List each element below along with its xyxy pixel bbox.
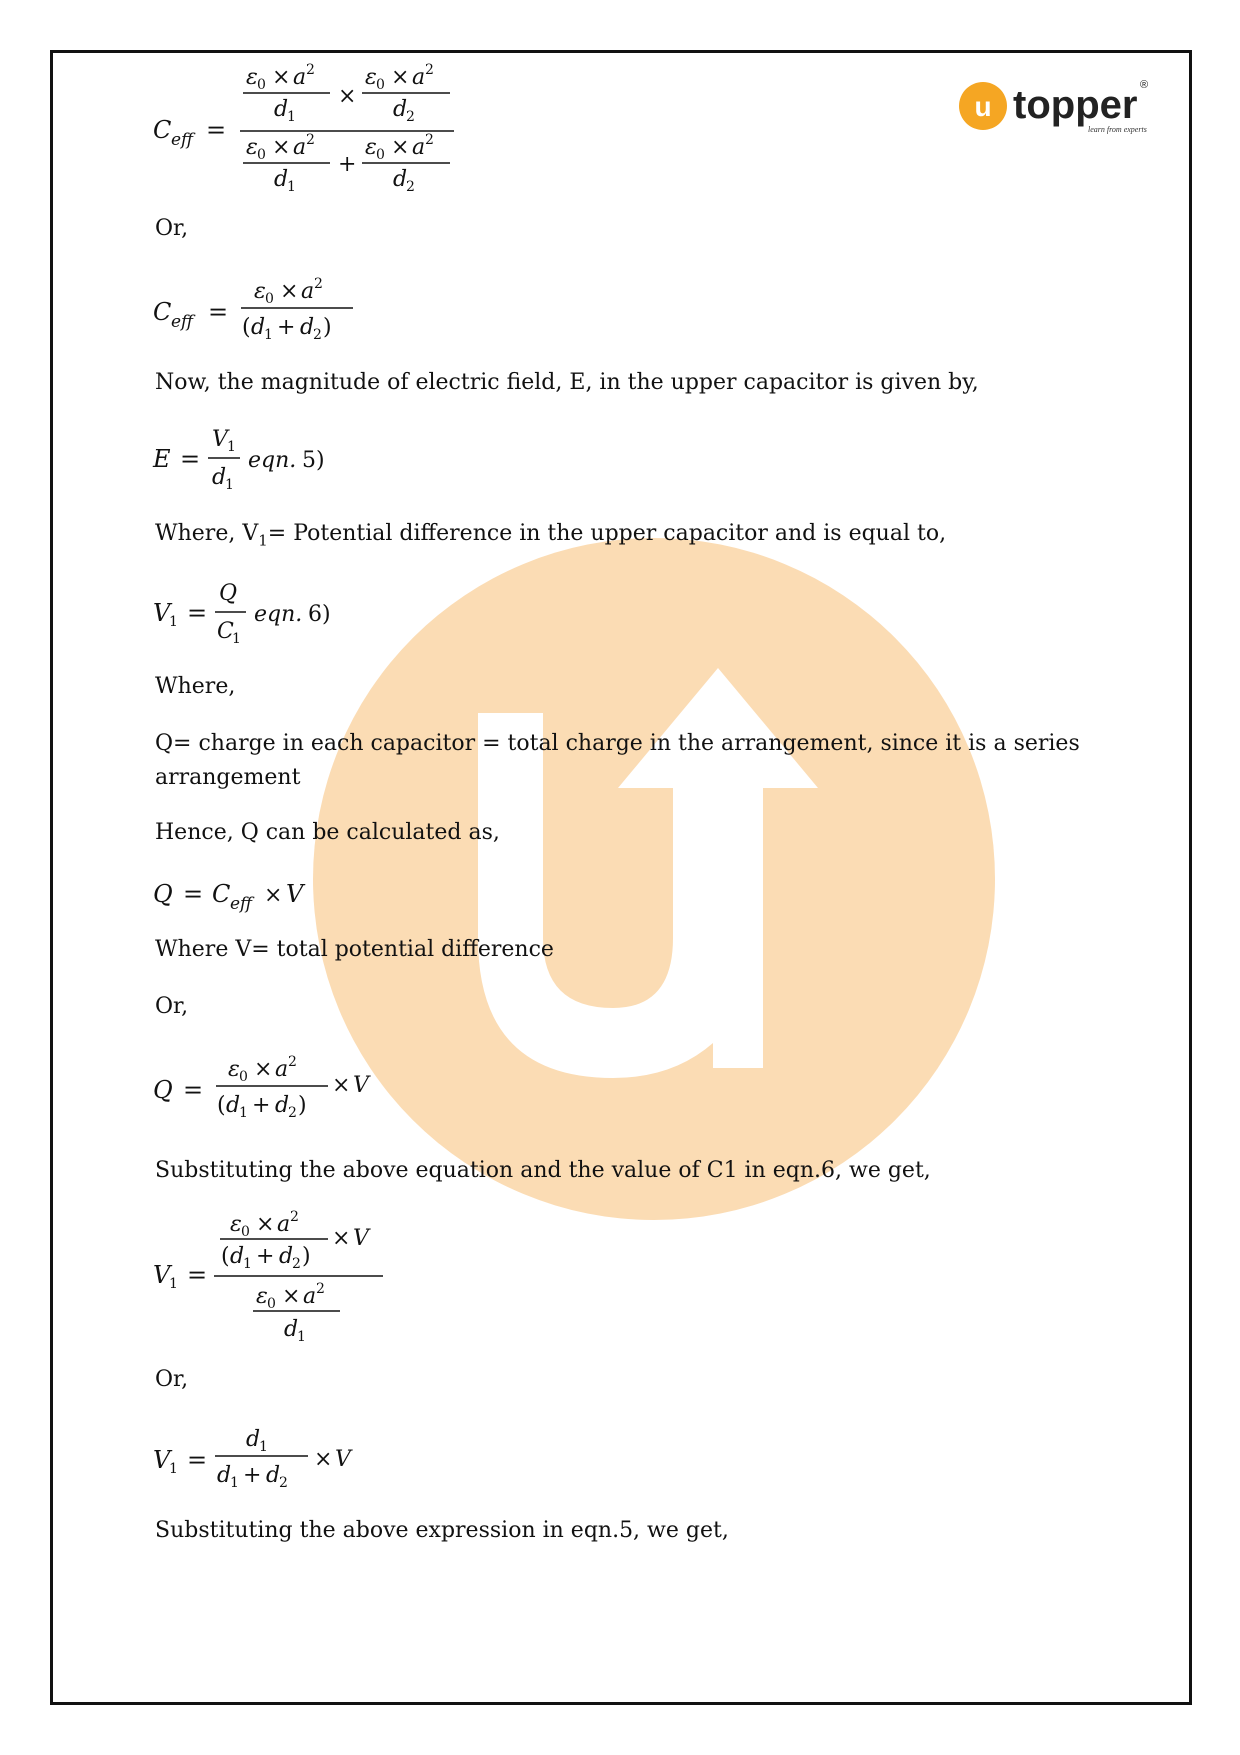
text-v1-definition: Where, $V_1=$ Potential difference in the upper capacitor and is equal to, <box>155 521 947 550</box>
svg-text:eff: eff <box>171 312 194 332</box>
svg-text:eqn.: eqn. <box>248 448 297 473</box>
svg-text:a: a <box>412 135 426 160</box>
equation-q-full <box>150 1048 410 1132</box>
svg-text:2: 2 <box>292 1256 301 1272</box>
svg-text:2: 2 <box>306 62 315 78</box>
svg-text:Q: Q <box>153 880 173 908</box>
svg-text:×: × <box>391 65 410 90</box>
svg-text:1: 1 <box>169 1461 178 1477</box>
equation-ceff-full <box>150 58 470 197</box>
svg-text:+: + <box>277 315 296 340</box>
svg-text:1: 1 <box>232 631 241 647</box>
svg-text:×: × <box>314 1447 333 1472</box>
text-hence: Hence, Q can be calculated as, <box>155 820 500 845</box>
svg-text:×: × <box>391 135 410 160</box>
svg-text:ε: ε <box>246 65 258 90</box>
svg-text:=: = <box>187 599 208 627</box>
text-q-definition: Q= charge in each capacitor = total charge in the arrangement, since it is a series arrangement <box>155 731 1080 790</box>
svg-text:1: 1 <box>264 327 273 343</box>
text-field-intro: Now, the magnitude of electric field, E, in the upper capacitor is given by, <box>155 370 979 395</box>
svg-text:C: C <box>212 880 231 908</box>
svg-text:®: ® <box>1140 79 1149 91</box>
svg-text:ε: ε <box>230 1212 242 1237</box>
equation-ceff-simple <box>150 270 380 354</box>
svg-text:ε: ε <box>246 135 258 160</box>
svg-text:1: 1 <box>227 439 236 455</box>
svg-text:d: d <box>274 97 289 122</box>
svg-text:d: d <box>226 1093 241 1118</box>
equation-e-field <box>150 420 370 504</box>
equation-v1-compound <box>150 1205 410 1359</box>
svg-text:ε: ε <box>228 1057 240 1082</box>
svg-text:d: d <box>212 465 227 490</box>
svg-text:V: V <box>153 599 171 627</box>
svg-text:1: 1 <box>287 179 296 195</box>
text-substitution-2: Substituting the above expression in eqn.5, we get, <box>155 1518 729 1543</box>
svg-text:1: 1 <box>239 1105 248 1121</box>
svg-text:eqn.: eqn. <box>254 602 303 627</box>
svg-text:V: V <box>286 880 304 908</box>
svg-text:+: + <box>252 1093 271 1118</box>
svg-text:u: u <box>974 91 992 122</box>
svg-text:eff: eff <box>171 130 194 150</box>
equation-q-simple <box>150 870 350 924</box>
svg-text:V: V <box>353 1073 369 1098</box>
svg-text:learn from experts: learn from experts <box>1088 125 1147 134</box>
svg-text:topper: topper <box>1013 83 1138 127</box>
svg-text:2: 2 <box>314 276 323 292</box>
svg-text:C: C <box>217 619 234 644</box>
svg-text:C: C <box>153 298 172 326</box>
svg-text:a: a <box>275 1057 289 1082</box>
svg-text:2: 2 <box>425 132 434 148</box>
svg-text:1: 1 <box>230 1475 239 1491</box>
svg-text:V: V <box>212 427 228 452</box>
svg-text:E: E <box>153 445 171 473</box>
svg-text:1: 1 <box>169 1276 178 1292</box>
svg-text:2: 2 <box>288 1054 297 1070</box>
svg-text:d: d <box>266 1463 281 1488</box>
svg-text:×: × <box>332 1073 351 1098</box>
svg-text:d: d <box>274 167 289 192</box>
svg-text:d: d <box>275 1093 290 1118</box>
equation-v1 <box>150 574 370 658</box>
svg-text:=: = <box>183 1076 204 1104</box>
svg-text:1: 1 <box>259 1439 268 1455</box>
svg-text:6): 6) <box>308 602 331 627</box>
svg-text:2: 2 <box>406 179 415 195</box>
svg-text:a: a <box>293 65 307 90</box>
svg-text:×: × <box>272 135 291 160</box>
svg-text:×: × <box>282 1284 301 1309</box>
svg-text:=: = <box>206 116 227 144</box>
svg-text:d: d <box>251 315 266 340</box>
svg-text:V: V <box>153 1261 171 1289</box>
svg-text:2: 2 <box>425 62 434 78</box>
svg-text:C: C <box>153 116 172 144</box>
svg-text:0: 0 <box>267 1296 276 1312</box>
svg-text:ε: ε <box>254 279 266 304</box>
svg-text:d: d <box>230 1244 245 1269</box>
svg-text:eff: eff <box>230 894 253 914</box>
svg-text:Q: Q <box>219 581 238 606</box>
svg-text:(: ( <box>217 1093 226 1118</box>
svg-text:=: = <box>180 445 201 473</box>
svg-text:): ) <box>298 1093 307 1118</box>
svg-text:a: a <box>301 279 315 304</box>
svg-text:V: V <box>335 1447 351 1472</box>
text-or-2: Or, <box>155 994 189 1019</box>
svg-text:0: 0 <box>241 1224 250 1240</box>
svg-text:0: 0 <box>257 147 266 163</box>
svg-text:Q: Q <box>153 1076 173 1104</box>
svg-text:1: 1 <box>243 1256 252 1272</box>
equation-v1-final <box>150 1418 380 1502</box>
svg-text:V: V <box>153 1446 171 1474</box>
svg-text:(: ( <box>242 315 251 340</box>
svg-text:×: × <box>254 1057 273 1082</box>
svg-text:0: 0 <box>257 77 266 93</box>
text-substitution-1: Substituting the above equation and the value of C1 in eqn.6, we get, <box>155 1158 931 1183</box>
svg-text:×: × <box>272 65 291 90</box>
svg-text:d: d <box>246 1427 261 1452</box>
topper-logo <box>958 74 1158 148</box>
svg-text:0: 0 <box>265 291 274 307</box>
svg-text:1: 1 <box>225 477 234 493</box>
svg-text:1: 1 <box>169 614 178 630</box>
svg-text:2: 2 <box>306 132 315 148</box>
svg-text:0: 0 <box>239 1069 248 1085</box>
text-or-3: Or, <box>155 1367 189 1392</box>
svg-text:+: + <box>338 152 357 177</box>
svg-text:): ) <box>323 315 332 340</box>
text-v-definition: Where V= total potential difference <box>155 937 554 962</box>
svg-text:1: 1 <box>287 109 296 125</box>
svg-text:d: d <box>217 1463 232 1488</box>
svg-text:2: 2 <box>290 1209 299 1225</box>
svg-text:V: V <box>353 1226 369 1251</box>
svg-text:+: + <box>243 1463 262 1488</box>
svg-text:=: = <box>187 1446 208 1474</box>
svg-text:(: ( <box>221 1244 230 1269</box>
svg-text:2: 2 <box>288 1105 297 1121</box>
text-where: Where, <box>155 674 236 699</box>
svg-text:d: d <box>393 167 408 192</box>
svg-text:d: d <box>279 1244 294 1269</box>
svg-text:d: d <box>393 97 408 122</box>
svg-text:0: 0 <box>376 147 385 163</box>
svg-text:+: + <box>256 1244 275 1269</box>
svg-text:ε: ε <box>256 1284 268 1309</box>
svg-text:×: × <box>332 1226 351 1251</box>
svg-text:0: 0 <box>376 77 385 93</box>
svg-text:2: 2 <box>313 327 322 343</box>
svg-text:a: a <box>293 135 307 160</box>
svg-text:ε: ε <box>365 135 377 160</box>
text-or-1: Or, <box>155 216 189 241</box>
svg-text:d: d <box>300 315 315 340</box>
svg-text:a: a <box>303 1284 317 1309</box>
svg-text:=: = <box>183 880 204 908</box>
svg-text:d: d <box>284 1317 299 1342</box>
svg-text:2: 2 <box>316 1281 325 1297</box>
svg-text:2: 2 <box>406 109 415 125</box>
svg-text:a: a <box>277 1212 291 1237</box>
svg-text:×: × <box>280 279 299 304</box>
svg-text:×: × <box>264 883 283 908</box>
svg-text:ε: ε <box>365 65 377 90</box>
svg-text:×: × <box>256 1212 275 1237</box>
svg-text:): ) <box>302 1244 311 1269</box>
svg-text:2: 2 <box>279 1475 288 1491</box>
svg-text:a: a <box>412 65 426 90</box>
svg-text:×: × <box>338 84 357 109</box>
svg-text:5): 5) <box>302 448 325 473</box>
svg-text:=: = <box>208 298 229 326</box>
svg-text:=: = <box>187 1261 208 1289</box>
svg-text:1: 1 <box>297 1329 306 1345</box>
